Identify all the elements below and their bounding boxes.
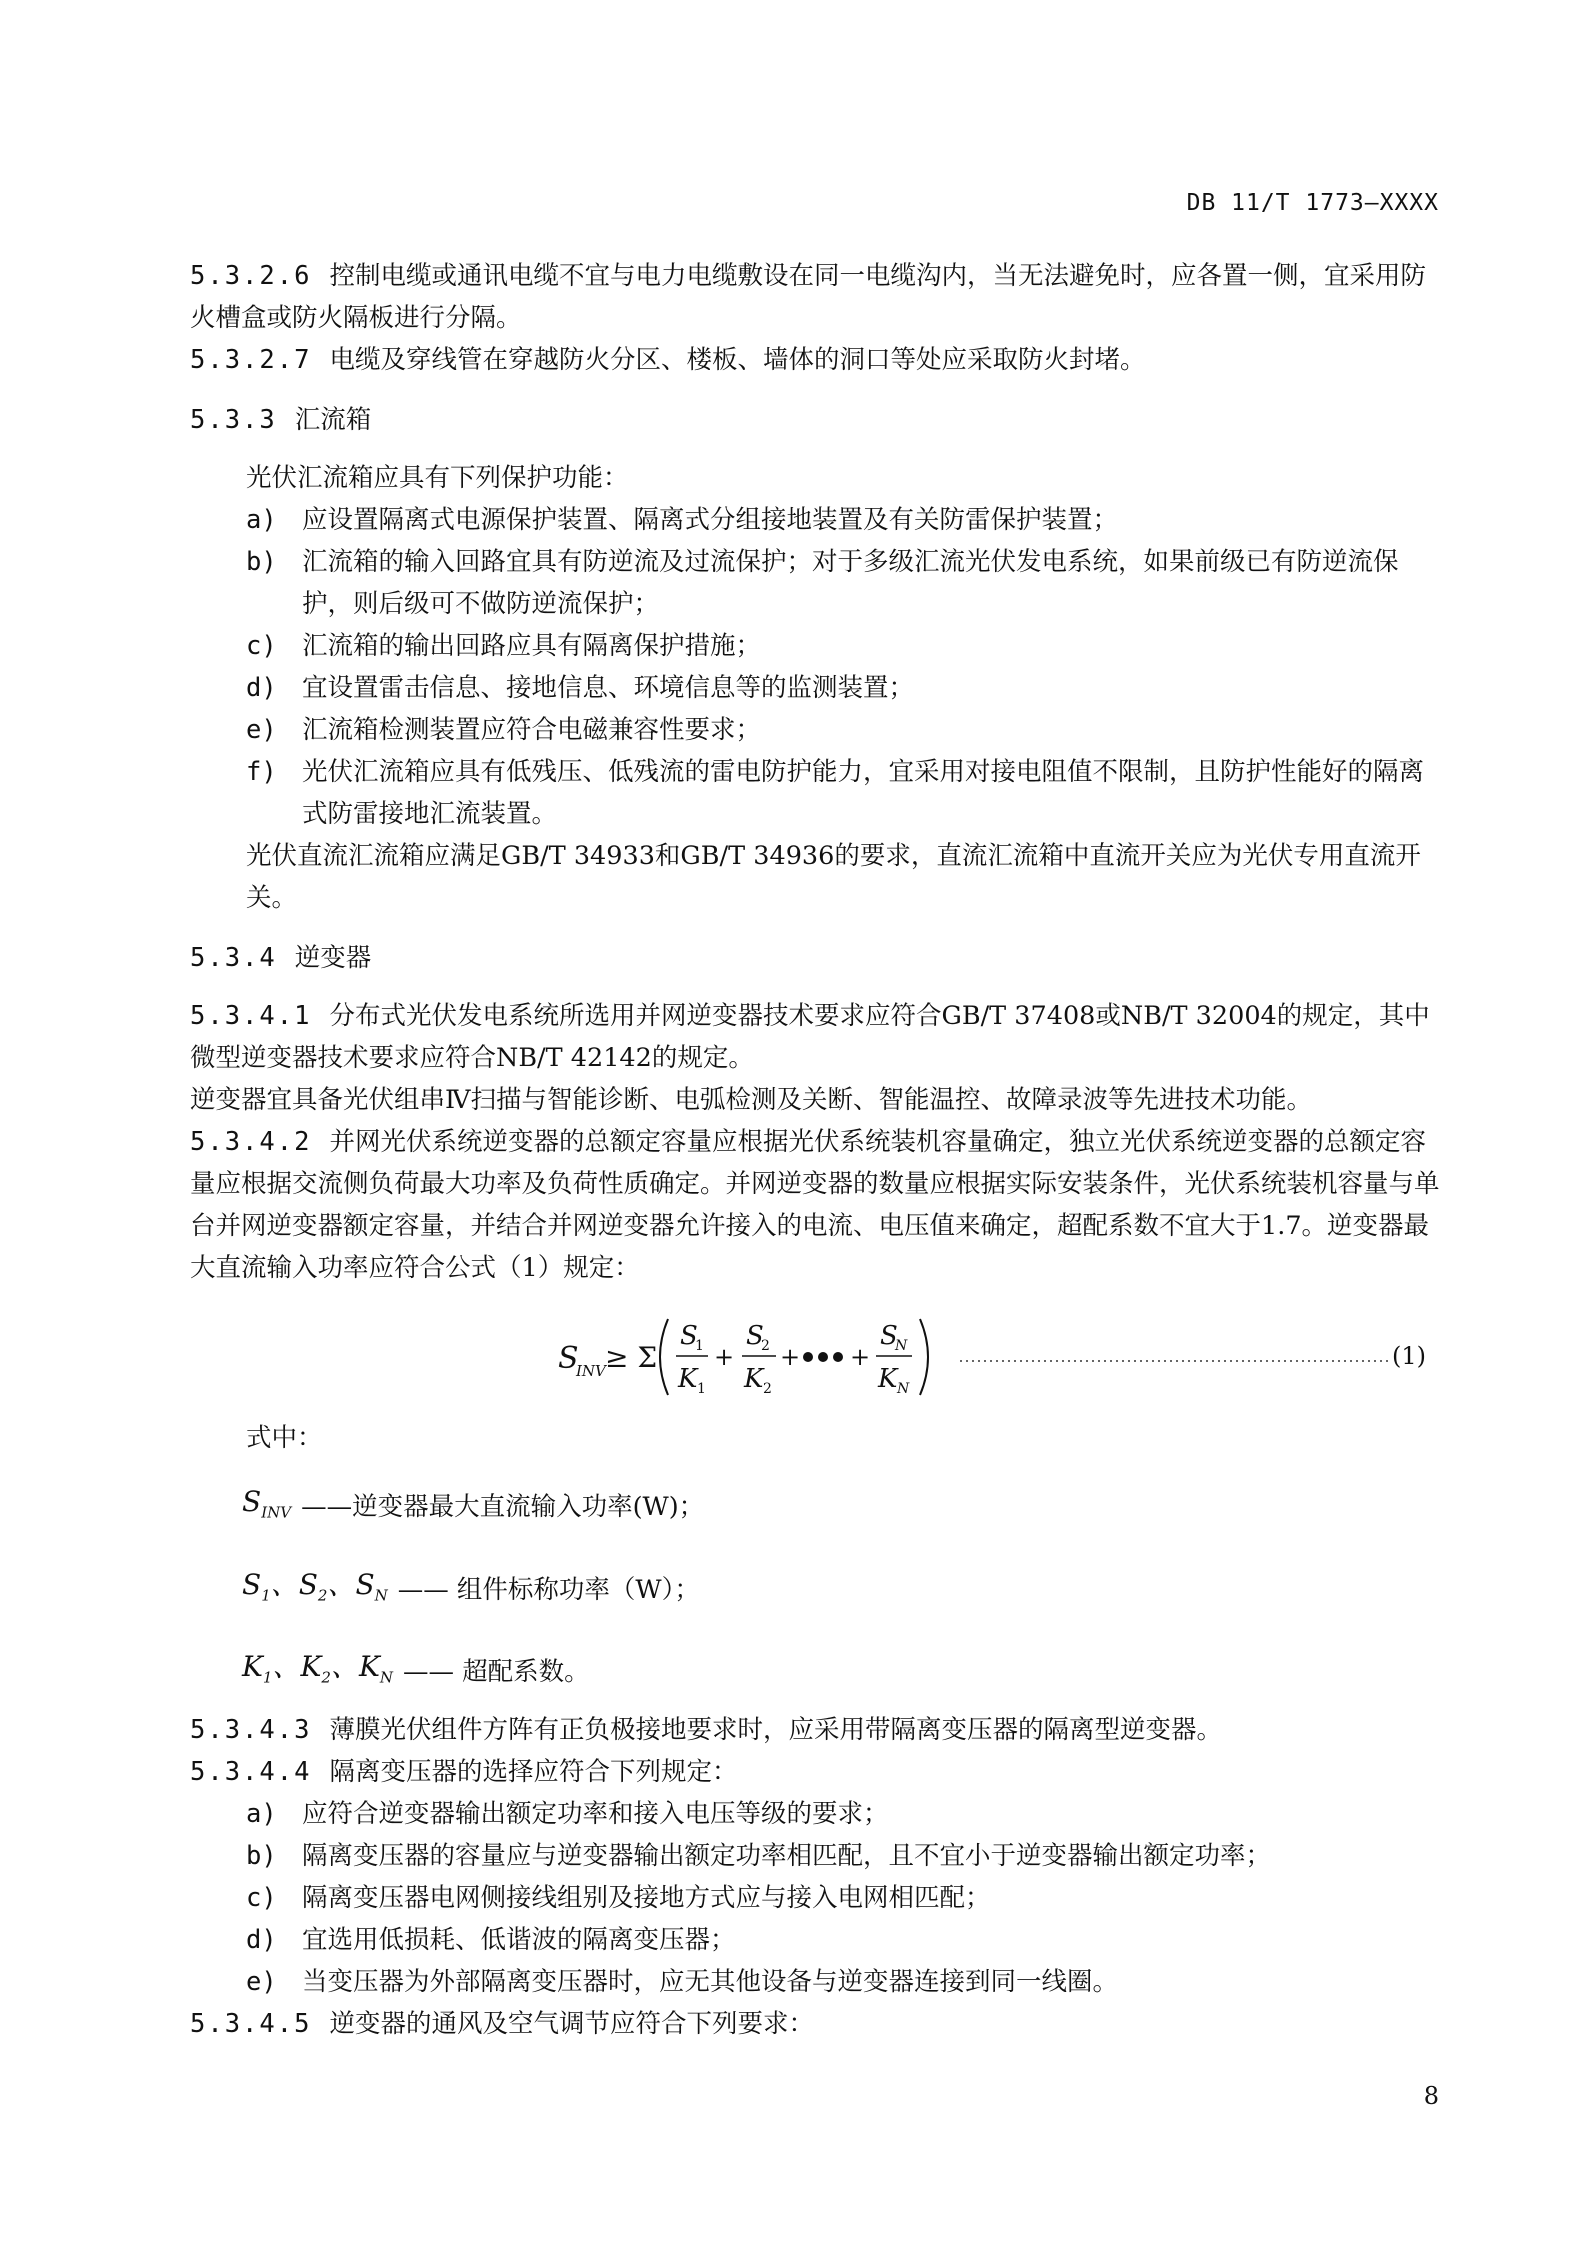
list-item (190, 751, 1442, 835)
list-item (190, 499, 1442, 541)
symbol-math: $S_1$、$S_2$、$S_N$ (242, 1567, 388, 1605)
clause-text: 逆变器的通风及空气调节应符合下列要求： (329, 2008, 814, 2039)
list-item (190, 541, 1442, 625)
svg-text:2: 2 (761, 1338, 770, 1354)
list-label: d) (246, 673, 277, 703)
clause-5-3-4-5 (190, 2003, 1442, 2045)
list-item (190, 709, 1442, 751)
clause-number: 5.3.3 (190, 405, 277, 435)
symbol-desc: ——逆变器最大直流输入功率(W)； (301, 1492, 705, 1523)
document-number: DB 11/T 1773—XXXX (1186, 190, 1439, 216)
clause-number: 5.3.4.2 (190, 1127, 312, 1157)
list-text: 当变压器为外部隔离变压器时，应无其他设备与逆变器连接到同一线圈。 (302, 1966, 1119, 1997)
svg-text:S: S (558, 1341, 579, 1376)
clause-5-3-4-4 (190, 1751, 1442, 1793)
symbol-s-list (190, 1564, 1442, 1617)
clause-number: 5.3.2.7 (190, 345, 312, 375)
formula-number: (1) (1392, 1342, 1426, 1370)
svg-text:K: K (744, 1364, 764, 1394)
list-item (190, 1919, 1442, 1961)
svg-text:+: + (714, 1343, 735, 1371)
heading-title: 汇流箱 (294, 405, 372, 435)
clause-text: 并网光伏系统逆变器的总额定容量应根据光伏系统装机容量确定，独立光伏系统逆变器的总额定容量应根据交流侧负荷最大功率及负荷性质确定。并网逆变器的数量应根据实际安装条件，光伏系统装机容量与单台并网逆变器额定容量，并结合并网逆变器允许接入的电流、电压值来确定，超配系数不宜大于1.7。逆变器最大直流输入功率应符合公式（1）规定： (190, 1127, 1440, 1283)
svg-text:N: N (897, 1381, 910, 1397)
list-text: 光伏汇流箱应具有低残压、低残流的雷电防护能力，宜采用对接电阻值不限制，且防护性能好的隔离式防雷接地汇流装置。 (302, 757, 1425, 829)
list-label: e) (246, 1966, 277, 1997)
clause-extra-text: 逆变器宜具备光伏组串Ⅳ扫描与智能诊断、电弧检测及关断、智能温控、故障录波等先进技术功能。 (190, 1085, 1312, 1115)
clause-number: 5.3.2.6 (190, 261, 312, 291)
list-text: 汇流箱的输出回路应具有隔离保护措施； (302, 631, 762, 661)
list-label: a) (246, 1798, 277, 1829)
clause-5-3-2-6 (190, 255, 1442, 339)
svg-text:N: N (895, 1338, 908, 1354)
clause-number: 5.3.4.5 (190, 2008, 312, 2039)
list-item (190, 1793, 1442, 1835)
clause-number: 5.3.4.4 (190, 1756, 312, 1787)
clause-5-3-4-1 (190, 995, 1442, 1079)
heading-5-3-4 (190, 937, 1442, 979)
page-number: 8 (1423, 2082, 1439, 2110)
heading-5-3-3 (190, 399, 1442, 441)
clause-5-3-4-2 (190, 1121, 1442, 1289)
formula-1 (190, 1301, 1442, 1409)
list-item (190, 1835, 1442, 1877)
clause-text: 控制电缆或通讯电缆不宜与电力电缆敷设在同一电缆沟内，当无法避免时，应各置一侧，宜采用防火槽盒或防火隔板进行分隔。 (190, 261, 1426, 333)
list-text: 隔离变压器电网侧接线组别及接地方式应与接入电网相匹配； (302, 1882, 991, 1913)
formula-graphic (190, 1301, 1442, 1409)
svg-text:K: K (678, 1364, 698, 1394)
list-text: 宜设置雷击信息、接地信息、环境信息等的监测装置； (302, 673, 915, 703)
list-label: a) (246, 505, 277, 535)
svg-text:S: S (880, 1321, 898, 1351)
clause-text: 隔离变压器的选择应符合下列规定： (329, 1756, 738, 1787)
clause-text: 薄膜光伏组件方阵有正负极接地要求时，应采用带隔离变压器的隔离型逆变器。 (329, 1714, 1222, 1745)
closing-text: 光伏直流汇流箱应满足GB/T 34933和GB/T 34936的要求，直流汇流箱中直流开关应为光伏专用直流开关。 (246, 841, 1421, 913)
list-item (190, 667, 1442, 709)
page-body (190, 255, 1442, 2045)
list-text: 隔离变压器的容量应与逆变器输出额定功率相匹配，且不宜小于逆变器输出额定功率； (302, 1840, 1272, 1871)
clause-text: 分布式光伏发电系统所选用并网逆变器技术要求应符合GB/T 37408或NB/T 32004的规定，其中微型逆变器技术要求应符合NB/T 42142的规定。 (190, 1001, 1430, 1073)
symbol-s-inv (190, 1481, 1442, 1534)
svg-text:INV: INV (576, 1362, 606, 1380)
clause-number: 5.3.4 (190, 943, 277, 973)
list-label: c) (246, 1882, 277, 1913)
clause-number: 5.3.4.1 (190, 1001, 312, 1031)
clause-text: 电缆及穿线管在穿越防火分区、楼板、墙体的洞口等处应采取防火封堵。 (329, 345, 1146, 375)
svg-text:K: K (878, 1364, 898, 1394)
list-label: b) (246, 547, 277, 577)
list-item (190, 1877, 1442, 1919)
svg-text:+: + (780, 1343, 801, 1371)
svg-text:+: + (850, 1343, 871, 1371)
list-item (190, 1961, 1442, 2003)
svg-text:≥ Σ: ≥ Σ (605, 1341, 658, 1374)
clause-number: 5.3.4.3 (190, 1714, 312, 1745)
list-label: e) (246, 715, 277, 745)
symbol-math: $K_1$、$K_2$、$K_N$ (242, 1650, 393, 1687)
intro-text: 光伏汇流箱应具有下列保护功能： (246, 463, 629, 493)
svg-text:2: 2 (763, 1381, 772, 1397)
symbol-desc: —— 超配系数。 (402, 1657, 590, 1688)
list-text: 应设置隔离式电源保护装置、隔离式分组接地装置及有关防雷保护装置； (302, 505, 1119, 535)
list-item (190, 625, 1442, 667)
svg-text:S: S (746, 1321, 764, 1351)
svg-text:1: 1 (695, 1338, 704, 1354)
symbol-k-list (190, 1646, 1442, 1699)
list-label: b) (246, 1840, 277, 1871)
symbol-math: $S_{INV}$ (242, 1485, 292, 1522)
where-label: 式中： (246, 1423, 323, 1453)
list-text: 应符合逆变器输出额定功率和接入电压等级的要求； (302, 1798, 889, 1829)
symbol-desc: —— 组件标称功率（W）； (397, 1574, 700, 1605)
svg-text:1: 1 (697, 1381, 706, 1397)
clause-5-3-2-7 (190, 339, 1442, 381)
heading-title: 逆变器 (294, 943, 372, 973)
svg-text:S: S (680, 1321, 698, 1351)
list-label: d) (246, 1924, 277, 1955)
list-text: 汇流箱的输入回路宜具有防逆流及过流保护；对于多级汇流光伏发电系统，如果前级已有防逆流保护，则后级可不做防逆流保护； (302, 547, 1399, 619)
clause-5-3-4-3 (190, 1709, 1442, 1751)
list-label: c) (246, 631, 277, 661)
list-label: f) (246, 757, 277, 787)
list-text: 宜选用低损耗、低谐波的隔离变压器； (302, 1924, 736, 1955)
list-text: 汇流箱检测装置应符合电磁兼容性要求； (302, 715, 762, 745)
